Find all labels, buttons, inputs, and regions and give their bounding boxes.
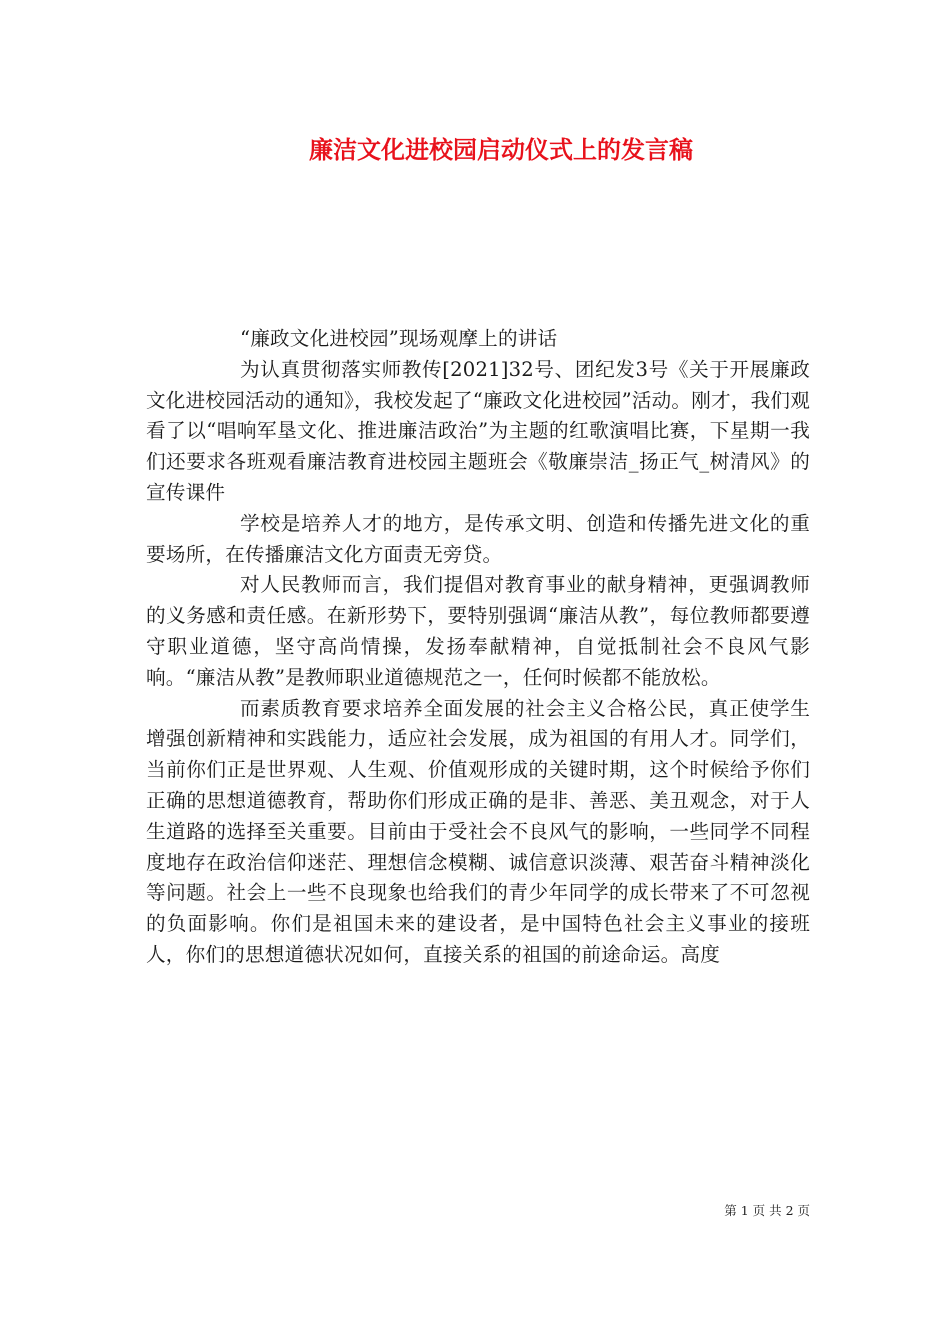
page-number-footer: 第 1 页 共 2 页 — [724, 1203, 810, 1218]
document-title: 廉洁文化进校园启动仪式上的发言稿 — [309, 135, 693, 164]
paragraph-2: 学校是培养人才的地方，是传承文明、创造和传播先进文化的重要场所，在传播廉洁文化方面责无旁贷。 — [146, 511, 810, 566]
paragraph-4: 而素质教育要求培养全面发展的社会主义合格公民，真正使学生增强创新精神和实践能力，适应社会发展，成为祖国的有用人才。同学们，当前你们正是世界观、人生观、价值观形成的关键时期，这个时候给予你们正确的思想道德教育，帮助你们形成正确的是非、善恶、美丑观念，对于人生道路的选择至关重要。目前由于受社会不良风气的影响，一些同学不同程度地存在政治信仰迷茫、理想信念模糊、诚信意识淡薄、艰苦奋斗精神淡化等问题。社会上一些不良现象也给我们的青少年同学的成长带来了不可忽视的负面影响。你们是祖国未来的建设者，是中国特色社会主义事业的接班人，你们的思想道德状况如何，直接关系的祖国的前途命运。高度 — [146, 696, 810, 966]
paragraph-3: 对人民教师而言，我们提倡对教育事业的献身精神，更强调教师的义务感和责任感。在新形势下，要特别强调“廉洁从教”，每位教师都要遵守职业道德，坚守高尚情操，发扬奉献精神，自觉抵制社会不良风气影响。“廉洁从教”是教师职业道德规范之一，任何时候都不能放松。 — [146, 573, 810, 689]
document-body — [146, 324, 810, 971]
speech-subtitle: “廉政文化进校园”现场观摩上的讲话 — [240, 327, 558, 350]
paragraph-1: 为认真贯彻落实师教传[2021]32号、团纪发3号《关于开展廉政文化进校园活动的通知》，我校发起了“廉政文化进校园”活动。刚才，我们观看了以“唱响军垦文化、推进廉洁政治”为主题的红歌演唱比赛，下星期一我们还要求各班观看廉洁教育进校园主题班会《敬廉崇洁_扬正气_树清风》的宣传课件 — [146, 357, 810, 504]
